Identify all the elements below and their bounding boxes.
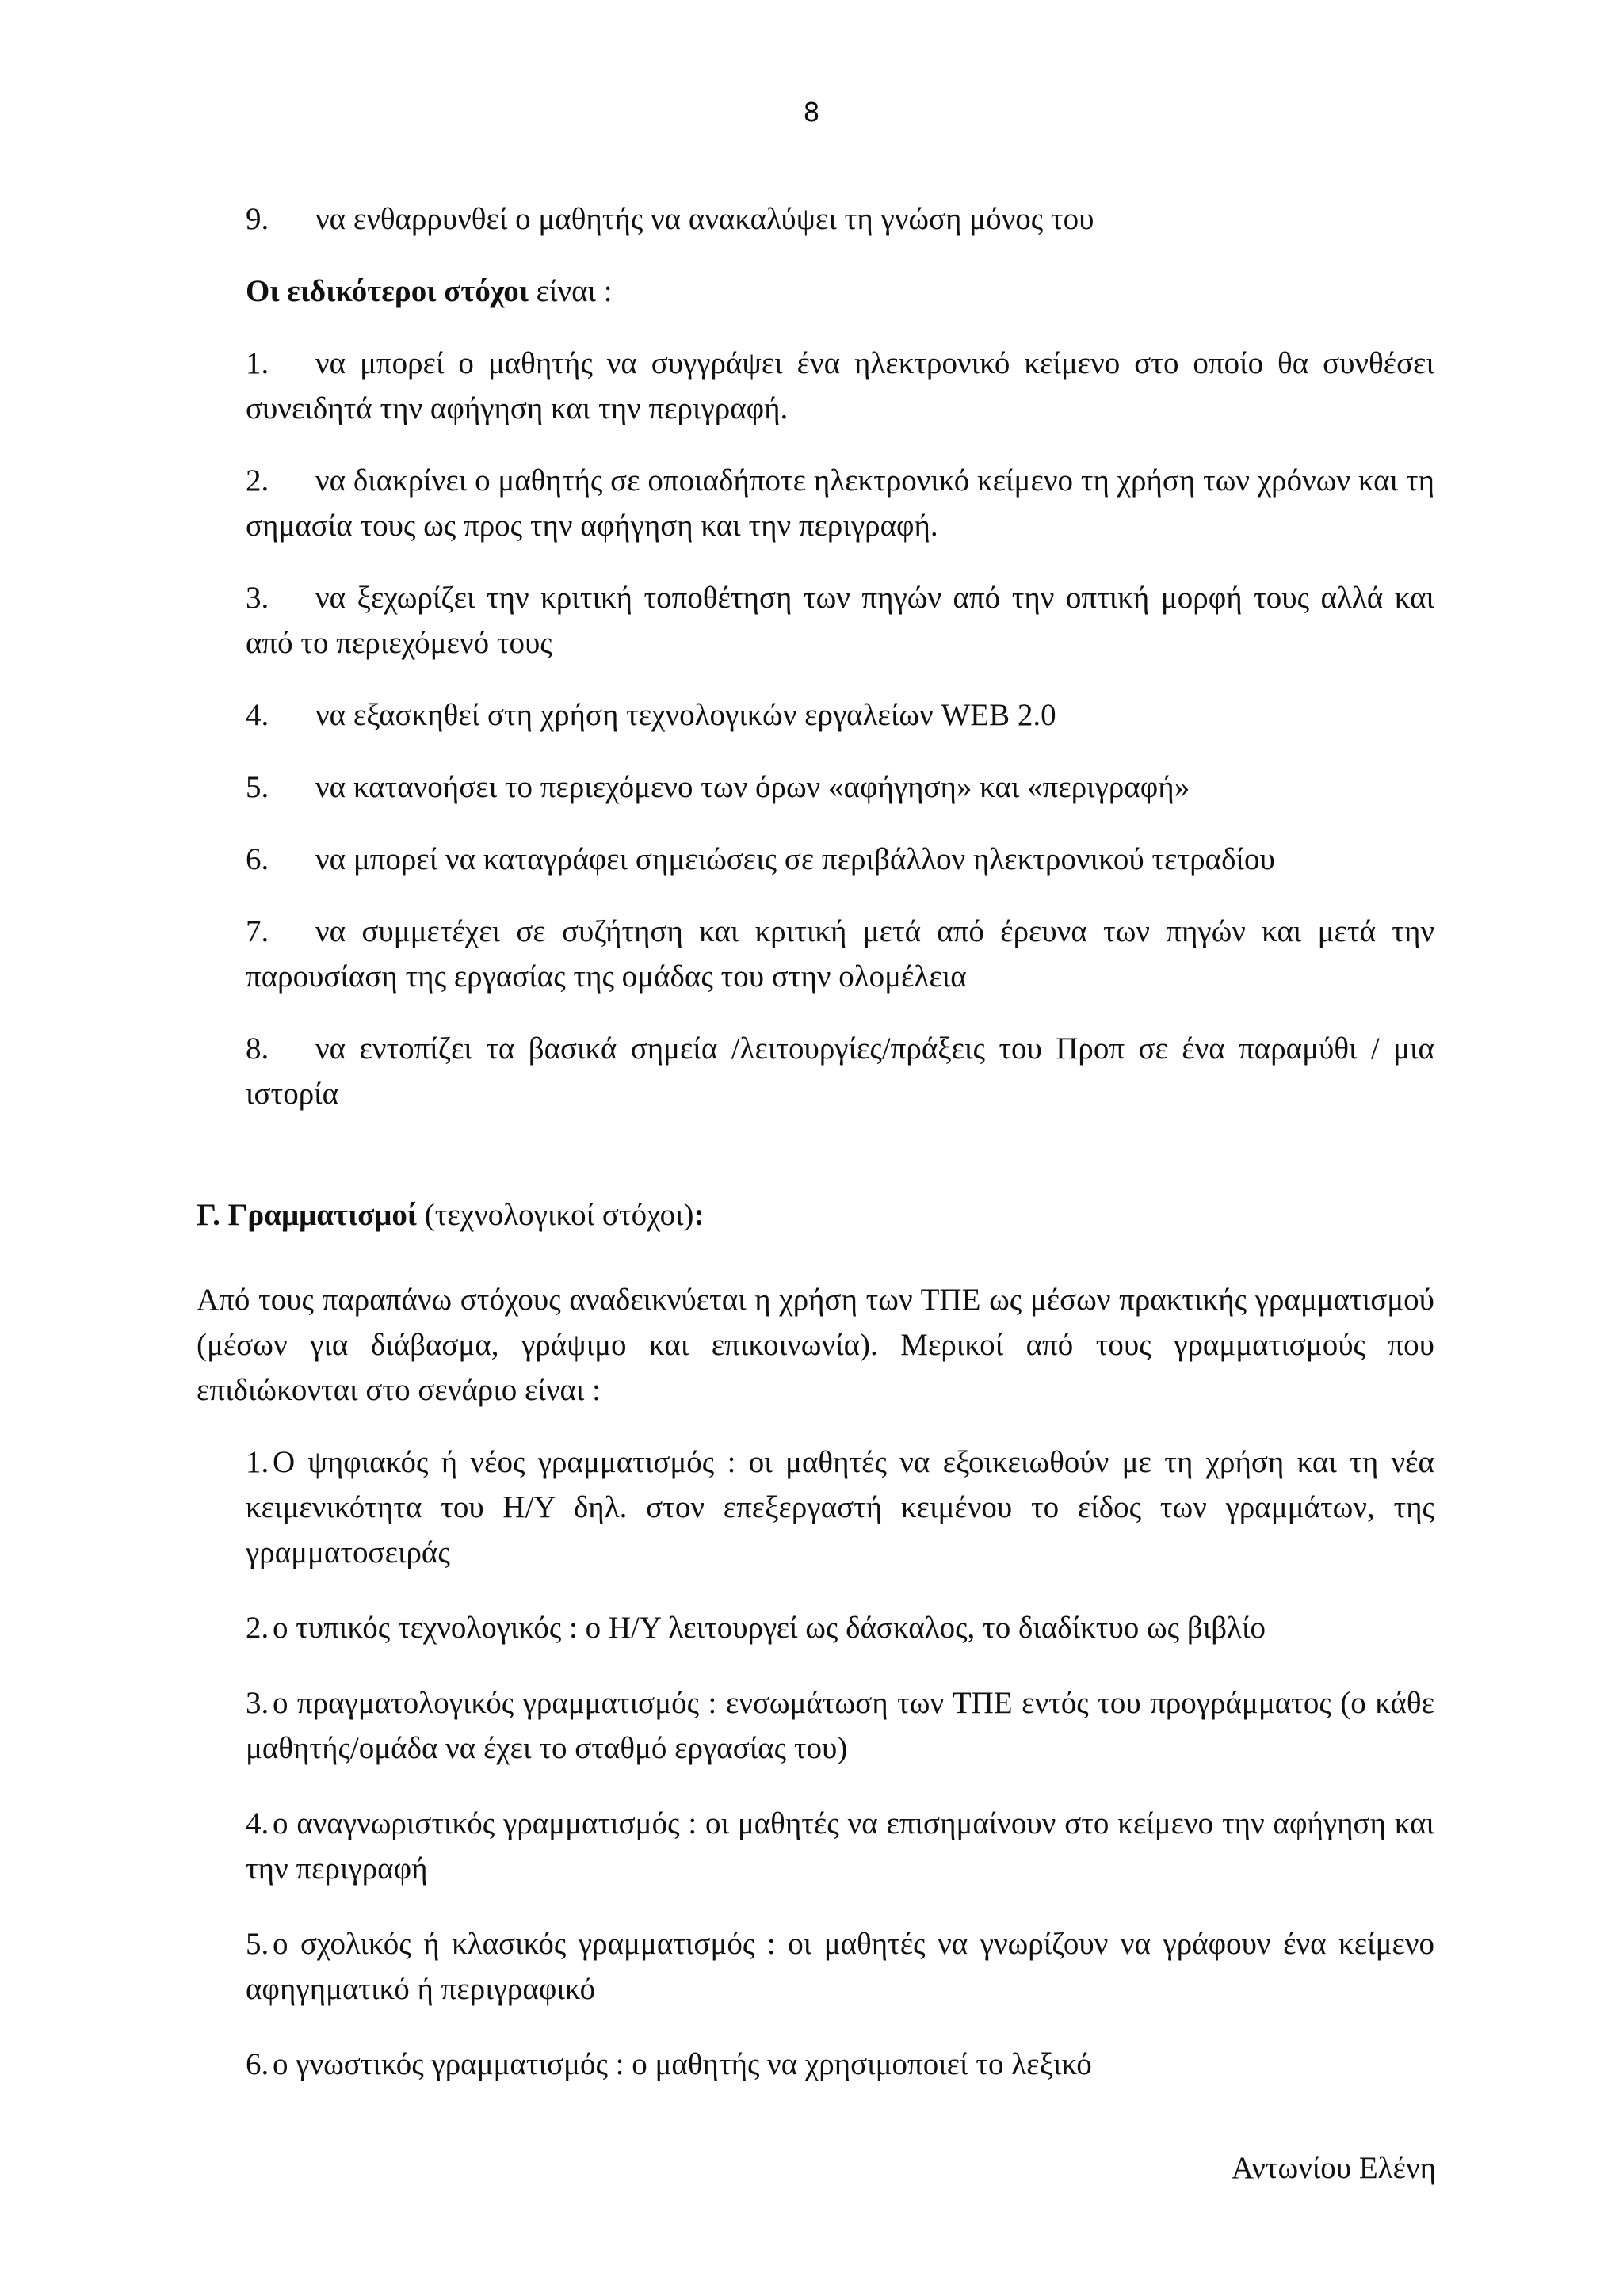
- section-title-rest: (τεχνολογικοί στόχοι): [417, 1198, 694, 1232]
- item-number: 9.: [246, 202, 269, 236]
- item-number: 1.: [246, 1445, 269, 1479]
- item-text: να συμμετέχει σε συζήτηση και κριτική μετά από έρευνα των πηγών και μετά την παρουσίαση της εργασίας της ομάδας του στην ολομέλεια: [246, 914, 1434, 994]
- literacies-list: [246, 1440, 1434, 2087]
- item-number: 7.: [246, 914, 269, 948]
- item-text: ο τυπικός τεχνολογικός : ο Η/Υ λειτουργεί ως δάσκαλος, το διαδίκτυο ως βιβλίο: [273, 1611, 1266, 1645]
- literacy-item: [246, 1680, 1434, 1771]
- literacy-item: [246, 1440, 1434, 1575]
- item-text: ο γνωστικός γραμματισμός : ο μαθητής να χρησιμοποιεί το λεξικό: [273, 2047, 1092, 2081]
- item-text: να εντοπίζει τα βασικά σημεία /λειτουργίες/πράξεις του Προπ σε ένα παραμύθι / μια ιστορία: [246, 1032, 1434, 1111]
- item-number: 8.: [246, 1032, 269, 1066]
- specific-goal-item: [246, 909, 1434, 999]
- item-text: να διακρίνει ο μαθητής σε οποιαδήποτε ηλεκτρονικό κείμενο τη χρήση των χρόνων και τη σημασία τους ως προς την αφήγηση και την περιγραφή.: [246, 463, 1434, 543]
- item-text: ο σχολικός ή κλασικός γραμματισμός : οι μαθητές να γνωρίζουν να γράφουν ένα κείμενο αφηγηματικό ή περιγραφικό: [246, 1927, 1434, 2006]
- specific-goals-heading: [246, 269, 1434, 314]
- general-goal-item-9: [246, 196, 1434, 242]
- item-number: 2.: [246, 463, 269, 498]
- literacies-section: [197, 1192, 1434, 2117]
- specific-goal-item: [246, 765, 1434, 810]
- item-text: να ξεχωρίζει την κριτική τοποθέτηση των πηγών από την οπτική μορφή τους αλλά και από το περιεχόμενό τους: [246, 581, 1434, 660]
- item-text: να εξασκηθεί στη χρήση τεχνολογικών εργαλείων WEB 2.0: [315, 698, 1056, 732]
- specific-goal-item: [246, 1026, 1434, 1116]
- literacy-item: [246, 2042, 1434, 2087]
- item-number: 3.: [246, 581, 269, 615]
- specific-goal-item: [246, 575, 1434, 666]
- literacy-item: [246, 1921, 1434, 2012]
- section-intro: Από τους παραπάνω στόχους αναδεικνύεται η χρήση των ΤΠΕ ως μέσων πρακτικής γραμματισμού (μέσων για διάβασμα, γράψιμο και επικοινωνία). Μερικοί από τους γραμματισμούς που επιδιώκονται στο σενάριο είναι :: [197, 1283, 1434, 1407]
- item-number: 4.: [246, 698, 269, 732]
- section-title-colon: :: [693, 1198, 705, 1232]
- item-text: να μπορεί ο μαθητής να συγγράψει ένα ηλεκτρονικό κείμενο στο οποίο θα συνθέσει συνειδητά την αφήγηση και την περιγραφή.: [246, 346, 1434, 425]
- item-number: 5.: [246, 1927, 269, 1961]
- item-number: 4.: [246, 1806, 269, 1840]
- item-number: 2.: [246, 1611, 269, 1645]
- item-number: 1.: [246, 346, 269, 380]
- goals-content: [246, 196, 1434, 1143]
- item-number: 6.: [246, 2047, 269, 2081]
- specific-goals-heading-bold: Οι ειδικότεροι στόχοι: [246, 274, 529, 308]
- page-number: 8: [803, 97, 820, 128]
- item-text: ο πραγματολογικός γραμματισμός : ενσωμάτωση των ΤΠΕ εντός του προγράμματος (ο κάθε μαθητής/ομάδα να έχει το σταθμό εργασίας του): [246, 1686, 1434, 1765]
- item-number: 3.: [246, 1686, 269, 1720]
- footer-author: Αντωνίου Ελένη: [1231, 2151, 1436, 2185]
- item-text: ο αναγνωριστικός γραμματισμός : οι μαθητές να επισημαίνουν στο κείμενο την αφήγηση και την περιγραφή: [246, 1806, 1434, 1886]
- item-number: 5.: [246, 770, 269, 804]
- item-text: να ενθαρρυνθεί ο μαθητής να ανακαλύψει τη γνώση μόνος του: [315, 202, 1094, 236]
- literacy-item: [246, 1605, 1434, 1650]
- item-text: Ο ψηφιακός ή νέος γραμματισμός : οι μαθητές να εξοικειωθούν με τη χρήση και τη νέα κειμενικότητα του Η/Υ δηλ. στον επεξεργαστή κειμένου το είδος των γραμμάτων, της γραμματοσειράς: [246, 1445, 1434, 1569]
- literacy-item: [246, 1801, 1434, 1891]
- item-text: να μπορεί να καταγράφει σημειώσεις σε περιβάλλον ηλεκτρονικού τετραδίου: [315, 842, 1275, 876]
- section-title-bold: Γ. Γραμματισμοί: [197, 1198, 418, 1232]
- item-text: να κατανοήσει το περιεχόμενο των όρων «αφήγηση» και «περιγραφή»: [315, 770, 1190, 804]
- specific-goal-item: [246, 837, 1434, 882]
- specific-goals-heading-rest: είναι :: [528, 274, 613, 308]
- item-number: 6.: [246, 842, 269, 876]
- section-title: [197, 1192, 1434, 1238]
- specific-goal-item: [246, 458, 1434, 548]
- specific-goal-item: [246, 692, 1434, 738]
- specific-goal-item: [246, 341, 1434, 431]
